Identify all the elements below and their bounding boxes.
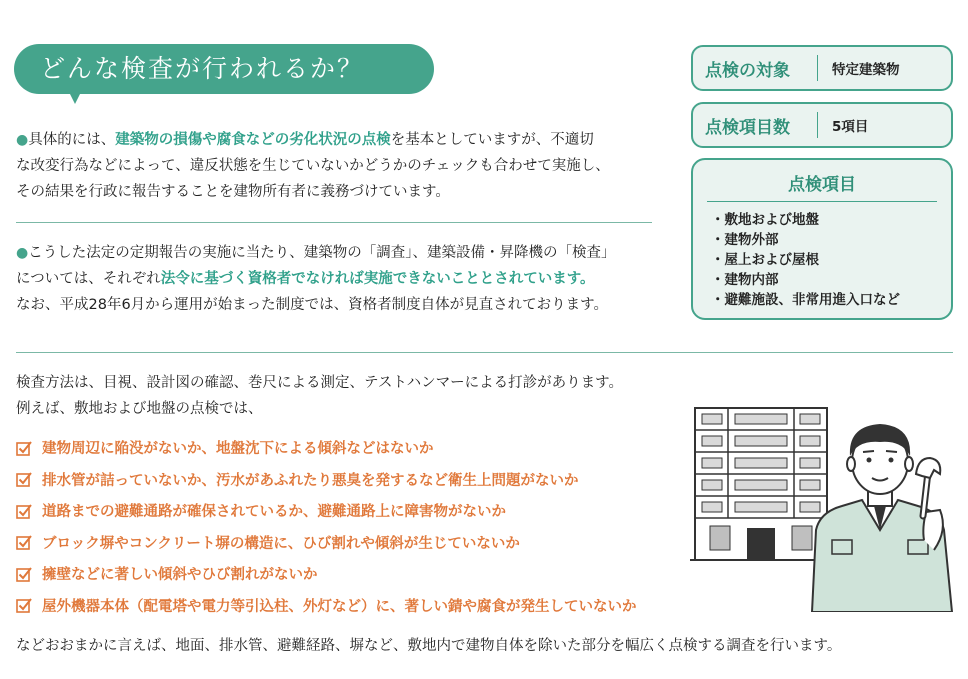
target-value: 特定建築物 — [832, 62, 900, 78]
text: 例えば、敷地および地盤の点検では、 — [16, 401, 263, 417]
text: を基本としていますが、不適切 — [390, 132, 594, 148]
inspector-icon — [812, 424, 952, 612]
bullet-dot-icon: ● — [16, 245, 29, 261]
checkbox-icon — [16, 503, 32, 519]
check-item: 擁壁などに著しい傾斜やひび割れがないか — [16, 558, 637, 590]
highlight-text: 法令に基づく資格者でなければ実施できないこととされています。 — [160, 271, 595, 287]
intro-paragraph-1 — [16, 127, 610, 205]
check-list — [16, 432, 637, 621]
list-item: ・建物外部 — [711, 232, 779, 248]
inspection-items-box — [691, 158, 953, 320]
text: については、それぞれ — [16, 271, 161, 287]
highlight-text: 建築物の損傷や腐食などの劣化状況の点検 — [115, 132, 391, 148]
divider — [707, 201, 937, 202]
list-item: ・建物内部 — [711, 272, 779, 288]
check-item: 屋外機器本体（配電塔や電力等引込柱、外灯など）に、著しい錆や腐食が発生していないか — [16, 590, 637, 622]
divider — [817, 55, 818, 81]
text: 具体的には、 — [28, 132, 116, 148]
check-item: ブロック塀やコンクリート塀の構造に、ひび割れや傾斜が生じていないか — [16, 527, 637, 559]
checkbox-icon — [16, 597, 32, 613]
method-summary: などおおまかに言えば、地面、排水管、避難経路、塀など、敷地内で建物自体を除いた部分を幅広く点検する調査を行います。 — [16, 638, 842, 654]
target-label: 点検の対象 — [705, 60, 790, 81]
text: なお、平成28年6月から運用が始まった制度では、資格者制度自体が見直されております。 — [16, 297, 609, 313]
inspection-items-list — [711, 210, 951, 310]
checkbox-icon — [16, 534, 32, 550]
text: 検査方法は、目視、設計図の確認、巻尺による測定、テストハンマーによる打診があります。 — [16, 375, 623, 391]
checkbox-icon — [16, 566, 32, 582]
count-value: 5項目 — [832, 119, 869, 135]
intro-paragraph-2 — [16, 240, 615, 318]
check-item: 排水管が詰っていないか、汚水があふれたり悪臭を発するなど衛生上問題がないか — [16, 464, 637, 496]
method-intro — [16, 370, 623, 422]
checkbox-icon — [16, 440, 32, 456]
inspection-target-box — [691, 45, 953, 91]
list-item: ・屋上および屋根 — [711, 252, 819, 268]
check-item: 建物周辺に陥没がないか、地盤沈下による傾斜などはないか — [16, 432, 637, 464]
building-icon — [690, 408, 830, 560]
items-title: 点検項目 — [788, 175, 856, 195]
text: な改変行為などによって、違反状態を生じていないかどうかのチェックも合わせて実施し、 — [16, 158, 610, 174]
section-heading: どんな検査が行われるか？ — [14, 44, 434, 94]
divider — [817, 112, 818, 138]
text: こうした法定の定期報告の実施に当たり、建築物の「調査」、建築設備・昇降機の「検査」 — [28, 245, 616, 261]
speech-bubble-tail — [68, 90, 82, 104]
building-inspector-illustration — [690, 400, 956, 612]
bullet-dot-icon: ● — [16, 132, 29, 148]
section-divider — [16, 352, 953, 353]
divider — [16, 222, 652, 223]
list-item: ・敷地および地盤 — [711, 212, 819, 228]
list-item: ・避難施設、非常用進入口など — [711, 292, 900, 308]
count-label: 点検項目数 — [705, 117, 790, 138]
checkbox-icon — [16, 471, 32, 487]
inspection-count-box — [691, 102, 953, 148]
text: その結果を行政に報告することを建物所有者に義務づけています。 — [16, 184, 450, 200]
check-item: 道路までの避難通路が確保されているか、避難通路上に障害物がないか — [16, 495, 637, 527]
